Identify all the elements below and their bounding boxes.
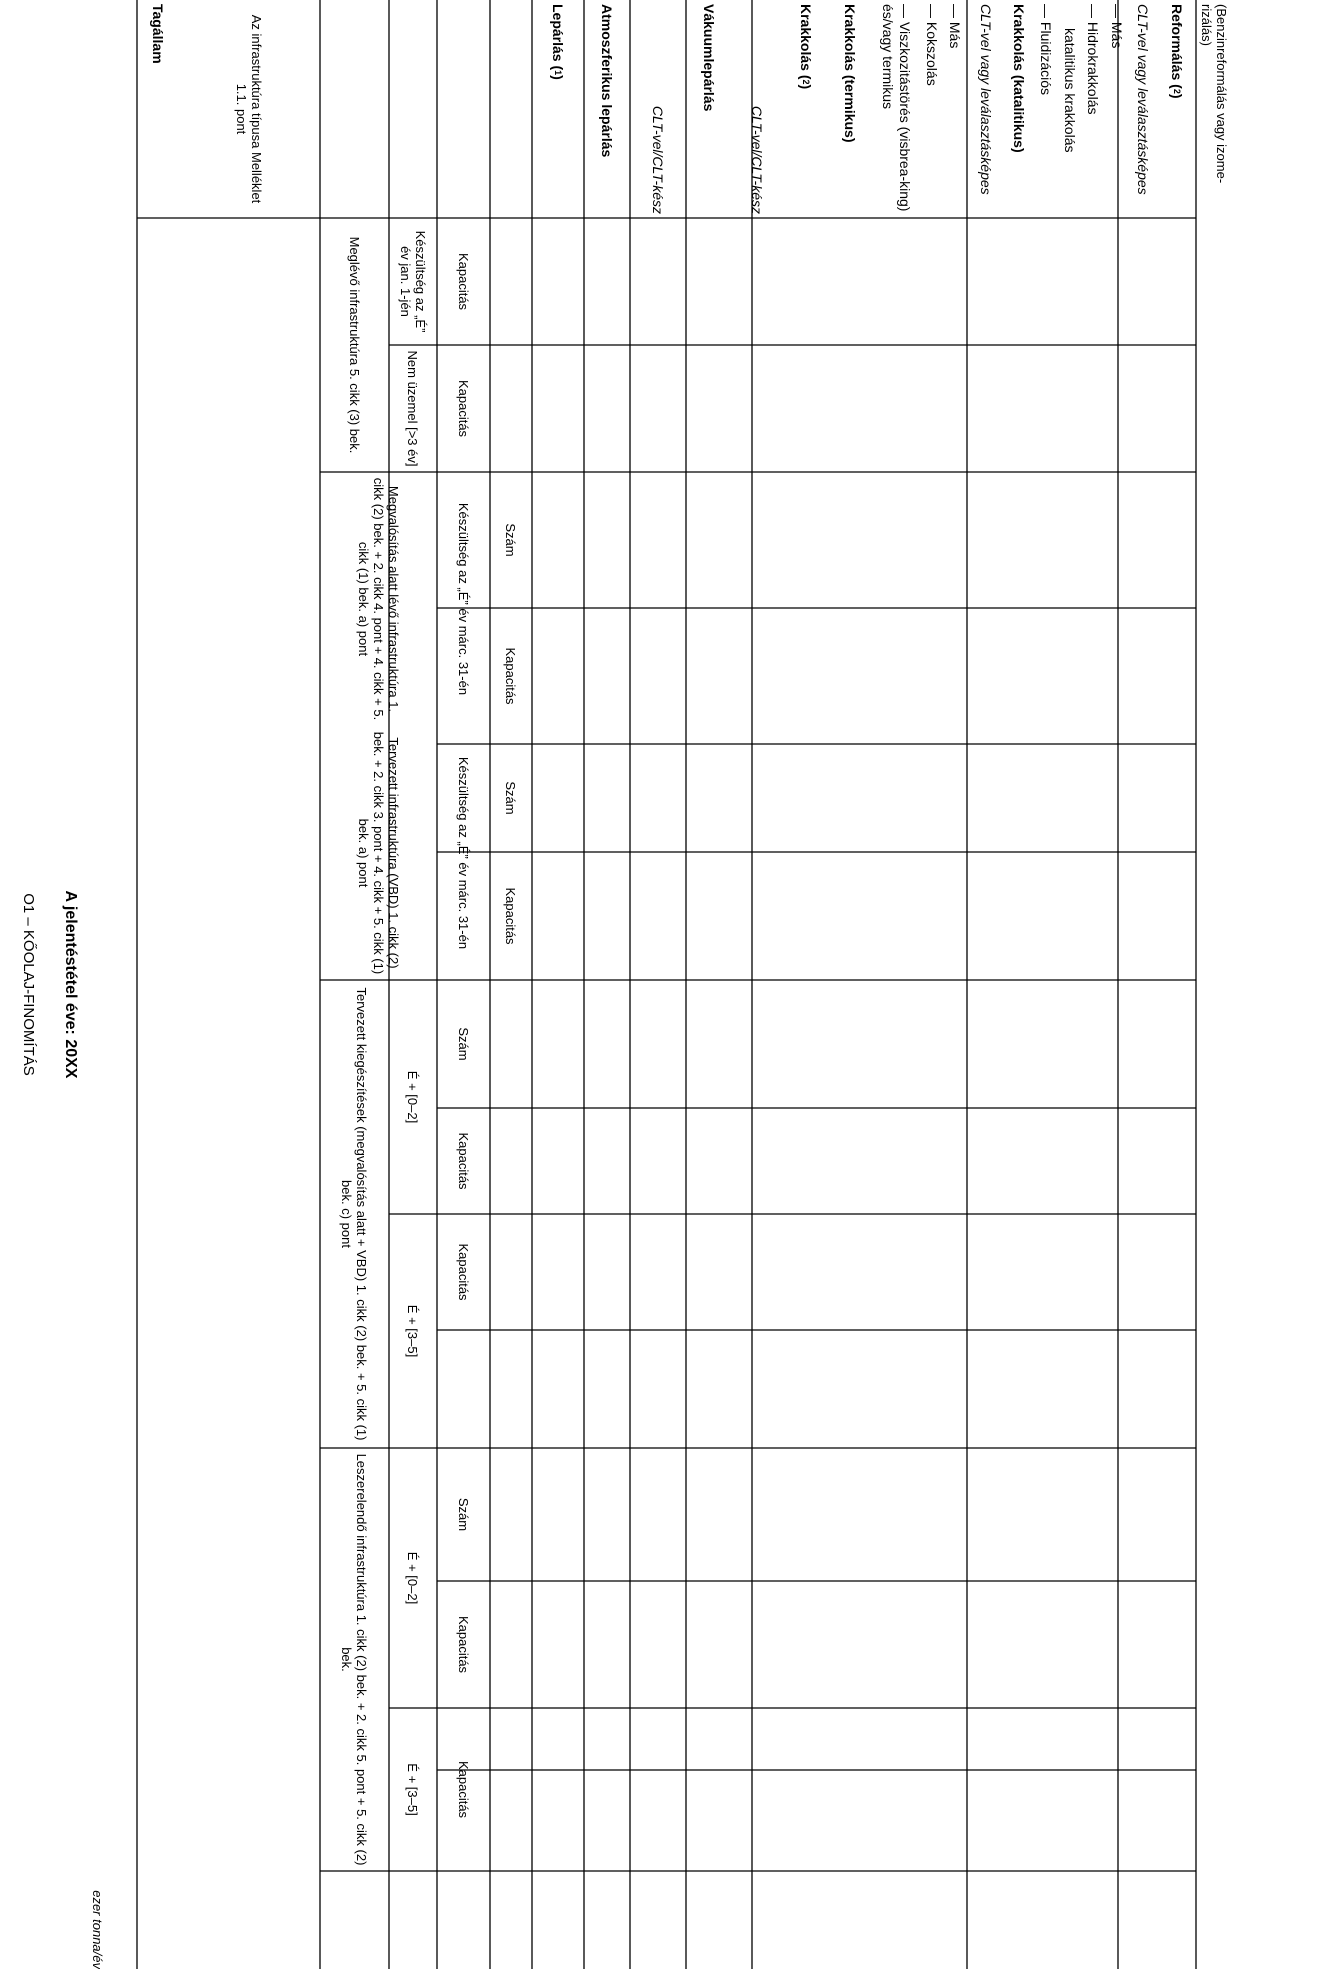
existing-infra-header: Meglévő infrastruktúra 5. cikk (3) bek. bbox=[347, 236, 362, 454]
row-atmoszferikus: Atmoszferikus lepárlás bbox=[599, 4, 616, 158]
col-szam-1: Szám bbox=[503, 523, 519, 557]
decommission-period-0-2: É + [0–2] bbox=[405, 1551, 421, 1605]
under-construction-header: Megvalósítás alatt lévő infrastruktúra 1. cikk (2) bek. + 2. cikk 4. pont + 4. cikk + 5. cikk (1) bek. a) pont bbox=[356, 477, 401, 721]
row-reformalas: Reformálás ( 2 ) bbox=[1169, 4, 1186, 99]
row-kokszolas: — Kokszolás bbox=[924, 4, 941, 86]
col-szam-2: Szám bbox=[503, 781, 519, 815]
row-leparlas: Lepárlás ( 1 ) bbox=[550, 4, 567, 80]
row-clt-lev-2: CLT-vel vagy leválasztásképes bbox=[1135, 4, 1151, 195]
page-title: O1 – KŐOLAJ-FINOMÍTÁS bbox=[20, 893, 37, 1076]
col-szam-3: Szám bbox=[456, 1027, 471, 1061]
row-vakuum: Vákuumlepárlás bbox=[701, 4, 718, 112]
planned-period-3-5: É + [3–5] bbox=[405, 1304, 421, 1358]
row-mas-2: — Más bbox=[1109, 4, 1125, 49]
ready-march-header-1: Készültség az „É” év márc. 31-én bbox=[456, 502, 471, 696]
planned-additions-header: Tervezett kiegészítések (megvalósítás alatt + VBD) 1. cikk (2) bek. + 5. cikk (1) bek. c) pont bbox=[339, 987, 370, 1441]
ready-march-header-2: Készültség az „É” év márc. 31-én bbox=[456, 756, 471, 950]
row-katalitikus-krakkolas: katalitikus krakkolás bbox=[1062, 28, 1078, 153]
col-kapacitas-2: Kapacitás bbox=[456, 379, 471, 438]
report-year: A jelentéstétel éve: 20XX bbox=[62, 890, 79, 1079]
member-state-label: Tagállam bbox=[150, 4, 167, 64]
row-fluidizacios: — Fluidizációs bbox=[1038, 4, 1055, 96]
planned-period-0-2: É + [0–2] bbox=[405, 1070, 421, 1124]
col-kapacitas-6: Kapacitás bbox=[456, 1243, 471, 1301]
row-krakkolas-termikus: Krakkolás (termikus) bbox=[842, 4, 859, 143]
planned-vbd-header: Tervezett infrastruktúra (VBD) 1. cikk (2) bek. + 2. cikk 3. pont + 4. cikk + 5. cikk (1) bek. a) pont bbox=[356, 731, 401, 975]
col-kapacitas-7: Kapacitás bbox=[456, 1615, 471, 1674]
row-benzinreformalas: (Benzinreformálás vagy izome-rizálás) bbox=[1199, 4, 1230, 184]
unit-label: ezer tonna/év bbox=[90, 1890, 105, 1969]
col-kapacitas-8: Kapacitás bbox=[456, 1760, 471, 1819]
col-kapacitas-1: Kapacitás bbox=[456, 252, 471, 311]
row-clt-kesz-1: CLT-vel/CLT-kész bbox=[650, 105, 667, 214]
infra-type-header: Az infrastruktúra típusa Melléklet 1.1. pont bbox=[234, 14, 265, 204]
col-kapacitas-4: Kapacitás bbox=[503, 887, 519, 945]
col-kapacitas-5: Kapacitás bbox=[456, 1132, 471, 1190]
existing-not-operating-header: Nem üzemel [>3 év] bbox=[405, 350, 421, 467]
col-szam-4: Szám bbox=[456, 1497, 471, 1532]
decommission-header: Leszerelendő infrastruktúra 1. cikk (2) bek. + 2. cikk 5. pont + 5. cikk (2) bek. bbox=[339, 1453, 370, 1866]
row-hidrokrakkolas: — Hidrokrakkolás bbox=[1085, 4, 1102, 115]
row-viszkozitastores: — Viszkozitástörés (visbrea-king) és/vagy termikus bbox=[880, 4, 913, 212]
existing-ready-header: Készültség az „É” év jan. 1-jén bbox=[398, 230, 428, 333]
row-krakkolas: Krakkolás ( 2 ) bbox=[798, 4, 814, 90]
col-kapacitas-3: Kapacitás bbox=[503, 647, 519, 705]
row-clt-kesz-2: CLT-vel/CLT-kész bbox=[749, 105, 766, 214]
row-clt-lev-1: CLT-vel vagy leválasztásképes bbox=[978, 4, 994, 195]
decommission-period-3-5: É + [3–5] bbox=[405, 1763, 421, 1816]
row-mas-1: — Más bbox=[947, 4, 964, 49]
row-krakkolas-katalitikus: Krakkolás (katalitikus) bbox=[1011, 4, 1028, 153]
